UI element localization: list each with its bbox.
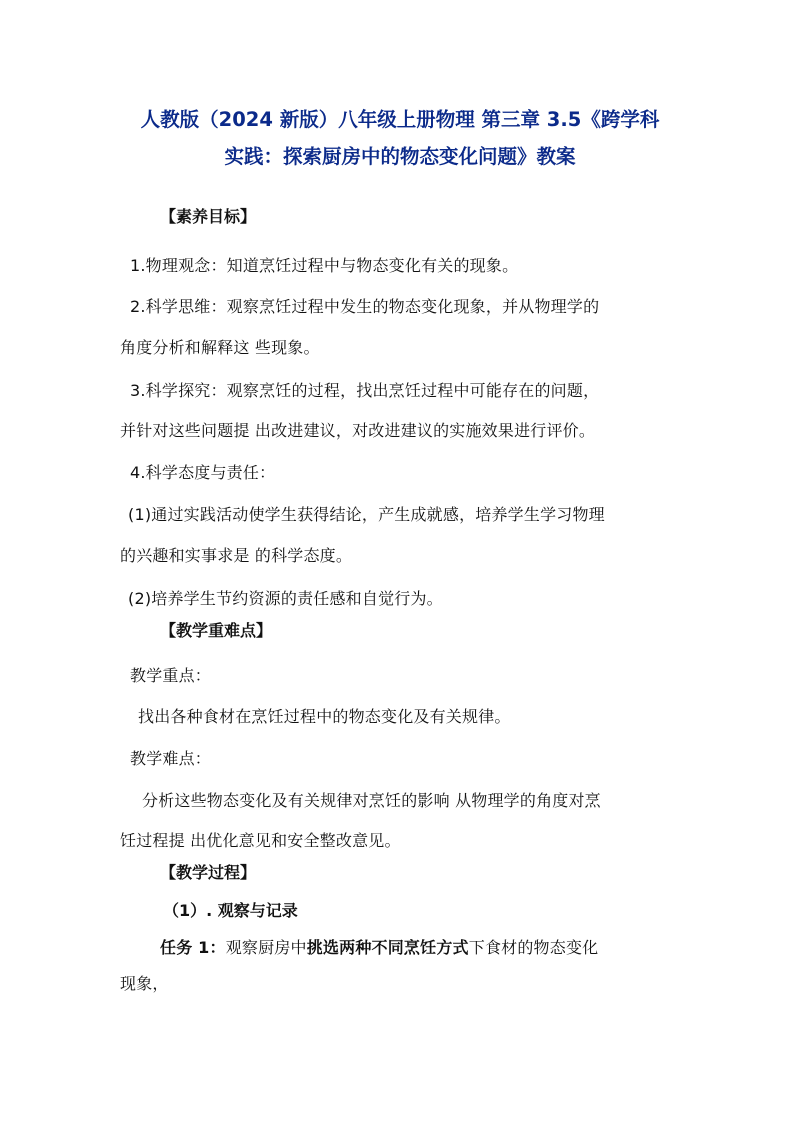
keypoints-heading: 【教学重难点】 — [160, 621, 273, 640]
goal-item-4: 4.科学态度与责任： — [130, 463, 276, 482]
focus-label: 教学重点： — [130, 666, 212, 685]
difficulty-line-1: 分析这些物态变化及有关规律对烹饪的影响 从物理学的角度对烹 — [142, 791, 601, 810]
process-heading: 【教学过程】 — [160, 863, 257, 882]
focus-text: 找出各种食材在烹饪过程中的物态变化及有关规律。 — [138, 707, 511, 726]
document-title-line-1: 人教版（2024 新版）八年级上册物理 第三章 3.5《跨学科 — [140, 108, 660, 131]
process-subheading-1: （1）. 观察与记录 — [163, 901, 298, 920]
goal-item-3-line-1: 3.科学探究：观察烹饪的过程，找出烹饪过程中可能存在的问题， — [130, 381, 600, 400]
task-1-text-b: 下食材的物态变化 — [468, 938, 599, 957]
goal-item-2-line-1: 2.科学思维：观察烹饪过程中发生的物态变化现象，并从物理学的 — [130, 297, 600, 316]
goal-item-4-2: (2)培养学生节约资源的责任感和自觉行为。 — [128, 589, 443, 608]
goals-heading: 【素养目标】 — [160, 207, 257, 226]
task-1-label: 任务 1： — [160, 938, 226, 957]
task-1-text-a: 观察厨房中 — [225, 938, 307, 957]
goal-item-2-line-2: 角度分析和解释这 些现象。 — [120, 338, 320, 357]
task-1-line-2: 现象， — [120, 974, 169, 993]
document-title-line-2: 实践：探索厨房中的物态变化问题》教案 — [224, 145, 576, 168]
difficulty-label: 教学难点： — [130, 749, 212, 768]
goal-item-3-line-2: 并针对这些问题提 出改进建议，对改进建议的实施效果进行评价。 — [120, 421, 596, 440]
task-1-line-1 — [160, 937, 598, 959]
task-1-text-bold: 挑选两种不同烹饪方式 — [306, 938, 469, 957]
difficulty-line-2: 饪过程提 出优化意见和安全整改意见。 — [120, 831, 401, 850]
goal-item-4-1-line-2: 的兴趣和实事求是 的科学态度。 — [120, 546, 353, 565]
goal-item-4-1-line-1: (1)通过实践活动使学生获得结论，产生成就感，培养学生学习物理 — [128, 505, 605, 524]
goal-item-1: 1.物理观念：知道烹饪过程中与物态变化有关的现象。 — [130, 256, 519, 275]
